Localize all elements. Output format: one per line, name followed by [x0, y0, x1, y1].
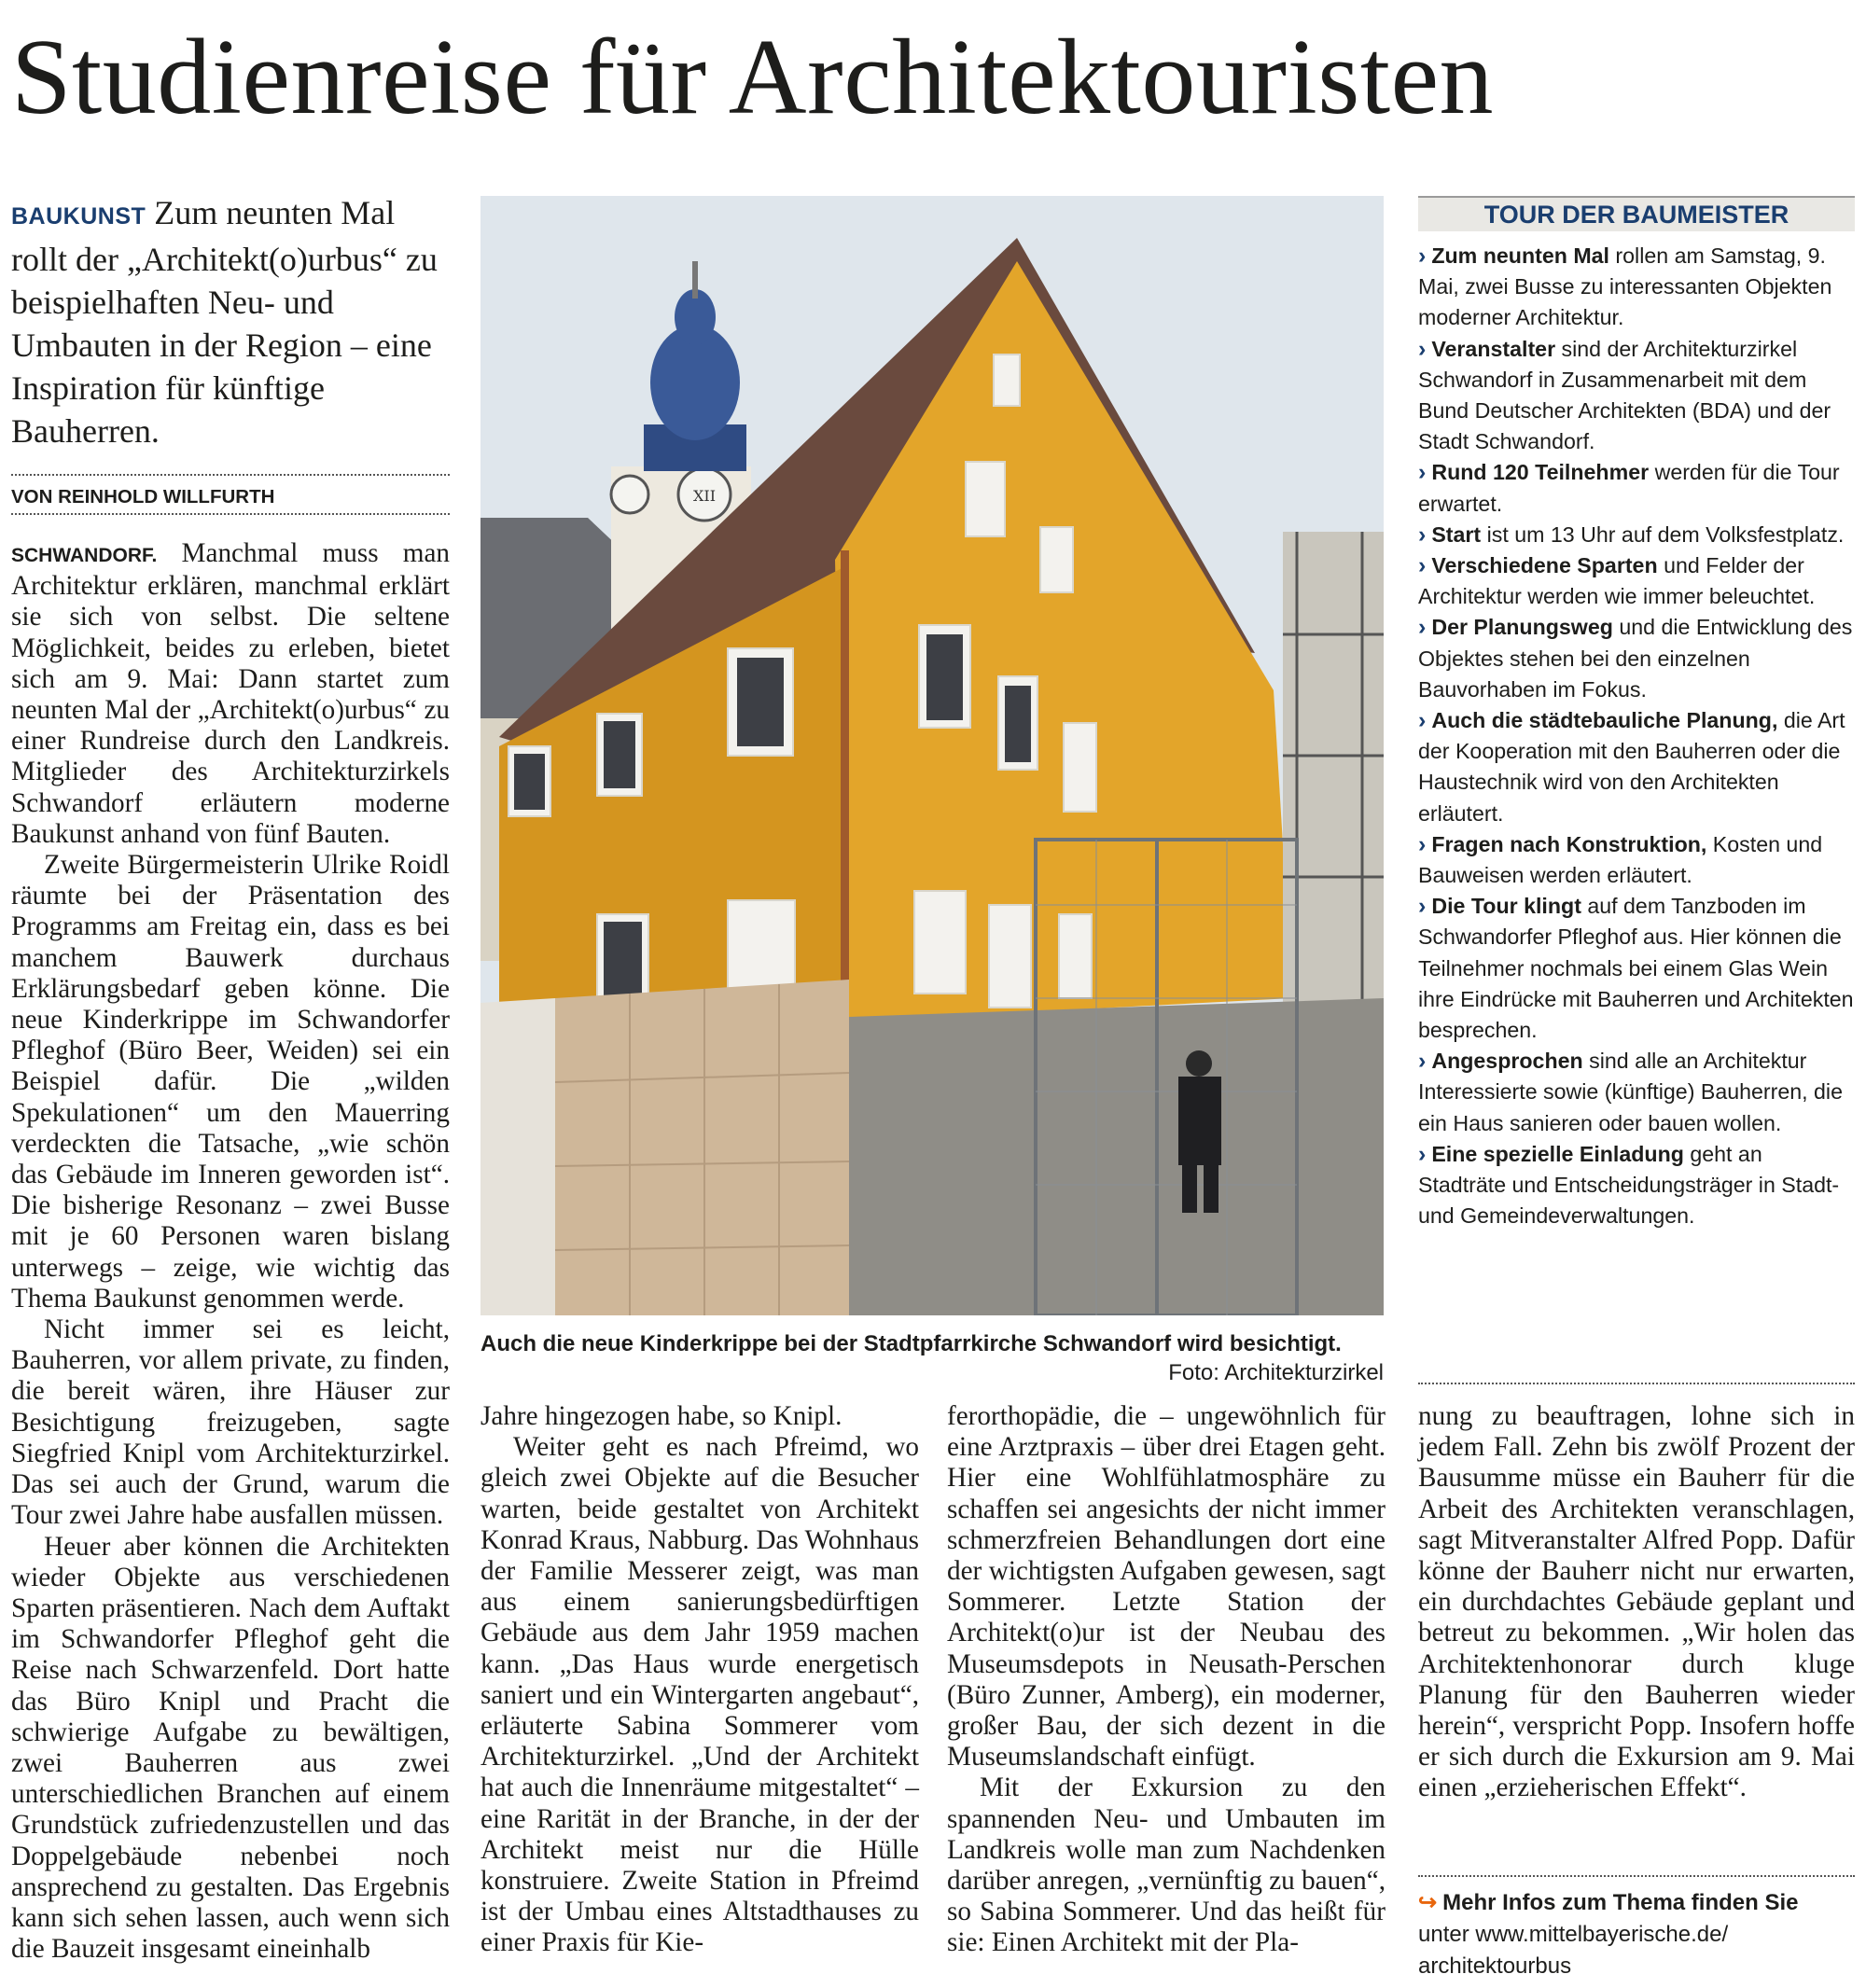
sidebar-title: TOUR DER BAUMEISTER [1418, 196, 1855, 231]
chevron-right-icon: › [1418, 707, 1427, 734]
item-text: rollen am Samstag, 9. Mai, zwei Busse zu interessanten Objekten moderner Architektur. [1418, 243, 1832, 330]
chevron-right-icon: › [1418, 243, 1427, 269]
photo-caption [480, 1329, 1384, 1385]
item-lead: Eine spezielle Einladung [1431, 1141, 1684, 1166]
divider [1418, 1383, 1855, 1384]
article-column-3 [947, 1401, 1386, 1959]
paragraph: nung zu beauftragen, lohne sich in jedem Fall. Zehn bis zwölf Prozent der Bausumme müsse ein Bauherr für die Arbeit des Architekten veranschlagen, sagt Mitveranstalter Alfred Popp. Dafür könne der Bauherr nicht nur erwarten, ein durchdachtes Gebäude geplant und betreut zu bekommen. „Wir holen das Architektenhonorar durch kluge Planung für den Bauherren wieder herein“, verspricht Popp. Insofern hoffe er sich durch die Exkursion am 9. Mai einen „erzieherischen Effekt“. [1418, 1401, 1855, 1803]
chevron-right-icon: › [1418, 1048, 1427, 1075]
item-text: sind der Architekturzirkel Schwandorf in Zusammenarbeit mit dem Bund Deutscher Architekten (BDA) und der Stadt Schwandorf. [1418, 336, 1831, 454]
chevron-right-icon: › [1418, 552, 1427, 579]
divider [11, 513, 450, 515]
list-item [1418, 457, 1855, 519]
item-text: auf dem Tanzboden im Schwandorfer Pfleghof aus. Hier können die Teilnehmer nochmals bei einem Glas Wein ihre Eindrücke mit Bauherren und Architekten besprechen. [1418, 894, 1854, 1043]
list-item [1418, 705, 1855, 829]
photo-kinderkrippe [480, 196, 1384, 1315]
sidebar-tour-der-baumeister [1418, 196, 1855, 1232]
chevron-right-icon: › [1418, 614, 1427, 641]
article-column-2 [480, 1401, 919, 1959]
paragraph: Manchmal muss man Architektur erklären, manchmal erklärt sie sich von selbst. Die seltene Möglichkeit, beides zu erleben, bietet sich am 9. Mai: Dann startet zum neunten Mal der „Architekt(o)urbus“ zu einer Rundreise durch den Landkreis. Mitglieder des Architekturzirkels Schwandorf erläutern moderne Baukunst anhand von fünf Bauten. [11, 538, 450, 849]
item-text: und die Entwicklung des Objektes stehen bei den einzelnen Bauvorhaben im Fokus. [1418, 615, 1853, 702]
item-text: und Felder der Architektur werden wie immer beleuchtet. [1418, 553, 1816, 609]
item-lead: Angesprochen [1431, 1049, 1583, 1074]
item-text: werden für die Tour erwartet. [1418, 460, 1840, 516]
chevron-right-icon: › [1418, 1140, 1427, 1167]
item-lead: Der Planungsweg [1431, 615, 1613, 640]
divider [1418, 1875, 1855, 1877]
byline: VON REINHOLD WILLFURTH [11, 486, 275, 507]
kicker-label: BAUKUNST [11, 203, 146, 229]
list-item [1418, 550, 1855, 612]
dateline: SCHWANDORF. [11, 545, 158, 566]
clock-numerals: XII [692, 487, 717, 505]
list-item [1418, 891, 1855, 1046]
kicker-text: Zum neunten Mal rollt der „Architekt(o)urbus“ zu beispielhaften Neu- und Umbauten in der Region – eine Inspiration für künftige Bauherren. [11, 194, 438, 450]
paragraph: Mit der Exkursion zu den spannenden Neu- und Umbauten im Landkreis wolle man zum Nachdenken darüber anregen, „vernünftig zu bauen“, so Sabina Sommerer. Und das heißt für sie: Einen Architekt mit der Pla- [947, 1773, 1386, 1958]
item-lead: Die Tour klingt [1431, 894, 1581, 919]
caption-text: Auch die neue Kinderkrippe bei der Stadtpfarrkirche Schwandorf wird besichtigt. [480, 1331, 1342, 1356]
item-lead: Auch die städtebauliche Planung, [1431, 708, 1778, 733]
list-item [1418, 241, 1855, 334]
list-item [1418, 520, 1855, 550]
item-lead: Start [1431, 521, 1482, 547]
more-info [1418, 1887, 1855, 1982]
arrow-return-icon: ↪ [1418, 1890, 1438, 1915]
paragraph: Weiter geht es nach Pfreimd, wo gleich zwei Objekte auf die Besucher warten, beide gestaltet von Architekt Konrad Kraus, Nabburg. Das Wohnhaus der Familie Messerer zeigt, was man aus einem sanierungsbedürftigen Gebäude aus dem Jahr 1959 machen kann. „Das Haus wurde energetisch saniert und ein Wintergarten angebaut“, erläuterte Sabina Sommerer vom Architekturzirkel. „Und der Architekt hat auch die Innenräume mitgestaltet“ – eine Rarität in der Branche, in der der Architekt meist nur die Hülle konstruiere. Zweite Station in Pfreimd ist der Umbau eines Altstadthauses zu einer Praxis für Kie- [480, 1432, 919, 1958]
list-item [1418, 1046, 1855, 1139]
paragraph: ferorthopädie, die – ungewöhnlich für eine Arztpraxis – über drei Etagen geht. Hier eine Wohlfühlatmosphäre zu schaffen sei angesichts der nicht immer schmerzfreien Behandlungen dort eine der wichtigsten Aufgaben gewesen, sagt Sommerer. Letzte Station der Architekt(o)ur ist der Neubau des Museumsdepots in Neusath-Perschen (Büro Zunner, Amberg), ein moderner, großer Bau, der sich dezent in die Museumslandschaft einfügt. [947, 1401, 1386, 1773]
item-lead: Zum neunten Mal [1431, 243, 1609, 268]
sidebar-list [1418, 241, 1855, 1232]
paragraph: Heuer aber können die Architekten wieder Objekte aus verschiedenen Sparten präsentieren. Nach dem Auftakt im Schwandorfer Pfleghof geht die Reise nach Schwarzenfeld. Dort hatte das Büro Knipl und Pracht die schwierige Aufgabe zu bewältigen, zwei Bauherren aus zwei unterschiedlichen Branchen auf einem Grundstück zufriedenzustellen und das Doppelgebäude nebenbei noch ansprechend zu gestalten. Das Ergebnis kann sich sehen lassen, auch wenn sich die Bauzeit insgesamt eineinhalb [11, 1531, 450, 1965]
item-lead: Rund 120 Teilnehmer [1431, 460, 1650, 485]
article-column-1 [11, 538, 450, 1965]
list-item [1418, 1139, 1855, 1232]
item-text: sind alle an Architektur Interessierte sowie (künftige) Bauherren, die ein Haus sanieren oder bauen wollen. [1418, 1049, 1843, 1135]
chevron-right-icon: › [1418, 521, 1427, 548]
paragraph: Zweite Bürgermeisterin Ulrike Roidl räumte bei der Präsentation des Programms am Freitag ein, dass es bei manchem Bauwerk durchaus Erklärungsbedarf geben könne. Die neue Kinderkrippe im Schwandorfer Pfleghof (Büro Beer, Weiden) sei ein Beispiel dafür. Die „wilden Spekulationen“ um den Mauerring verdeckten die Tatsache, „wie schön das Gebäude im Inneren geworden ist“. Die bisherige Resonanz – zwei Busse mit je 60 Personen waren bislang unterwegs – zeige, wie wichtig das Thema Baukunst genommen werde. [11, 850, 450, 1314]
chevron-right-icon: › [1418, 830, 1427, 857]
item-text: Kosten und Bauweisen werden erläutert. [1418, 831, 1823, 888]
item-lead: Fragen nach Konstruktion, [1431, 831, 1707, 856]
paragraph: Nicht immer sei es leicht, Bauherren, vor allem private, zu finden, die bereit wären, ihre Häuser zur Besichtigung freizugeben, sagte Siegfried Knipl vom Architekturzirkel. Das sei auch der Grund, warum die Tour zwei Jahre habe ausfallen müssen. [11, 1314, 450, 1531]
chevron-right-icon: › [1418, 893, 1427, 920]
divider [11, 474, 450, 476]
list-item [1418, 334, 1855, 458]
list-item [1418, 829, 1855, 891]
kicker [11, 191, 450, 452]
photo-credit: Foto: Architekturzirkel [1168, 1360, 1384, 1385]
chevron-right-icon: › [1418, 459, 1427, 486]
list-item [1418, 612, 1855, 705]
more-info-lead: Mehr Infos zum Thema finden Sie [1442, 1890, 1799, 1915]
photo-illustration [480, 196, 1384, 1315]
more-info-link[interactable]: unter www.mittelbayerische.de/ architektourbus [1418, 1922, 1729, 1979]
item-lead: Veranstalter [1431, 336, 1556, 361]
item-lead: Verschiedene Sparten [1431, 553, 1658, 578]
item-text: die Art der Kooperation mit den Bauherren oder die Haustechnik wird von den Architekten erläutert. [1418, 708, 1845, 826]
paragraph: Jahre hingezogen habe, so Knipl. [480, 1401, 842, 1431]
chevron-right-icon: › [1418, 335, 1427, 362]
headline: Studienreise für Architektouristen [11, 18, 1495, 137]
item-text: geht an Stadträte und Entscheidungsträger in Stadt- und Gemeindeverwaltungen. [1418, 1141, 1840, 1229]
item-text: ist um 13 Uhr auf dem Volksfestplatz. [1481, 521, 1845, 547]
article-column-4 [1418, 1401, 1855, 1804]
